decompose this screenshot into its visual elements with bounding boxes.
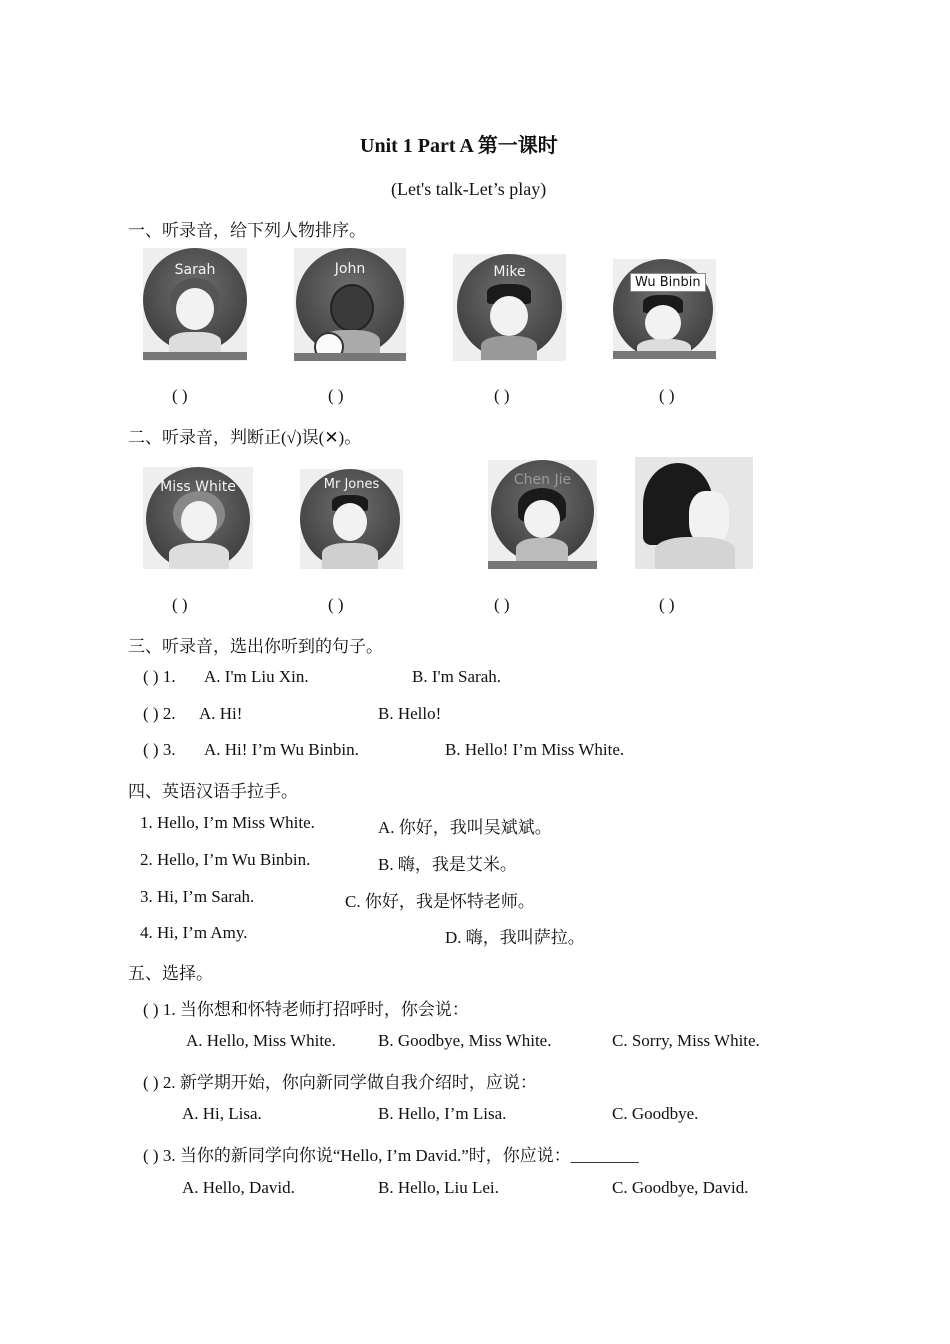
option-a: A. Hi! [199,704,243,723]
section-4-heading: 四、英语汉语手拉手。 [128,782,298,801]
question-number[interactable]: ( ) 3. [143,740,176,759]
answer-blank[interactable]: ( ) [172,386,188,405]
answer-blank[interactable]: ( ) [494,595,510,614]
section-5-heading: 五、选择。 [128,964,213,983]
choice-question[interactable]: ( ) 3. 当你的新同学向你说“Hello, I’m David.”时，你应说：________ [143,1146,639,1165]
girl-waving-portrait [635,457,753,569]
option-b: B. I'm Sarah. [412,667,501,686]
option-c: C. Sorry, Miss White. [612,1031,760,1050]
match-right-item: B. 嗨，我是艾米。 [378,855,517,874]
option-a: A. I'm Liu Xin. [204,667,309,686]
miss-white-label: Miss White [160,479,236,495]
john-portrait [294,248,406,361]
john-label: John [334,261,366,277]
answer-blank[interactable]: ( ) [328,386,344,405]
answer-blank[interactable]: ( ) [659,595,675,614]
option-c: C. Goodbye, David. [612,1178,749,1197]
question-number[interactable]: ( ) 2. [143,704,176,723]
mr-jones-portrait [300,469,403,569]
question-number[interactable]: ( ) 1. [143,667,176,686]
match-left-item: 3. Hi, I’m Sarah. [140,887,255,906]
section-1-heading: 一、听录音，给下列人物排序。 [128,221,366,240]
chen-jie-label: Chen Jie [513,472,572,488]
answer-blank[interactable]: ( ) [494,386,510,405]
option-b: B. Goodbye, Miss White. [378,1031,552,1050]
mr-jones-label: Mr Jones [323,477,380,492]
chen-jie-portrait [488,460,597,569]
wu-binbin-portrait [613,259,716,359]
choice-question[interactable]: ( ) 2. 新学期开始，你向新同学做自我介绍时，应说： [143,1073,537,1092]
mike-label: Mike [493,264,526,280]
option-a: A. Hi! I’m Wu Binbin. [204,740,359,759]
option-b: B. Hello, Liu Lei. [378,1178,499,1197]
choice-question[interactable]: ( ) 1. 当你想和怀特老师打招呼时，你会说： [143,1000,469,1019]
section-2-heading: 二、听录音，判断正(√)误(✕)。 [128,428,362,447]
option-b: B. Hello! [378,704,442,723]
match-left-item: 1. Hello, I’m Miss White. [140,813,315,832]
option-a: A. Hi, Lisa. [182,1104,262,1123]
page-title: Unit 1 Part A 第一课时 [360,135,558,157]
miss-white-portrait [143,467,253,569]
option-a: A. Hello, David. [182,1178,295,1197]
match-right-item: A. 你好，我叫吴斌斌。 [378,818,552,837]
option-b: B. Hello, I’m Lisa. [378,1104,507,1123]
match-left-item: 4. Hi, I’m Amy. [140,923,248,942]
mike-portrait [453,254,566,361]
option-c: C. Goodbye. [612,1104,699,1123]
match-right-item: C. 你好，我是怀特老师。 [345,892,535,911]
option-a: A. Hello, Miss White. [186,1031,336,1050]
option-b: B. Hello! I’m Miss White. [445,740,625,759]
match-left-item: 2. Hello, I’m Wu Binbin. [140,850,311,869]
wu-binbin-label: Wu Binbin [630,273,706,292]
sarah-portrait [143,248,247,361]
section-3-heading: 三、听录音，选出你听到的句子。 [128,637,383,656]
match-right-item: D. 嗨，我叫萨拉。 [445,928,585,947]
answer-blank[interactable]: ( ) [172,595,188,614]
sarah-label: Sarah [174,262,216,278]
answer-blank[interactable]: ( ) [659,386,675,405]
answer-blank[interactable]: ( ) [328,595,344,614]
page-subtitle: (Let's talk-Let’s play) [391,179,547,199]
